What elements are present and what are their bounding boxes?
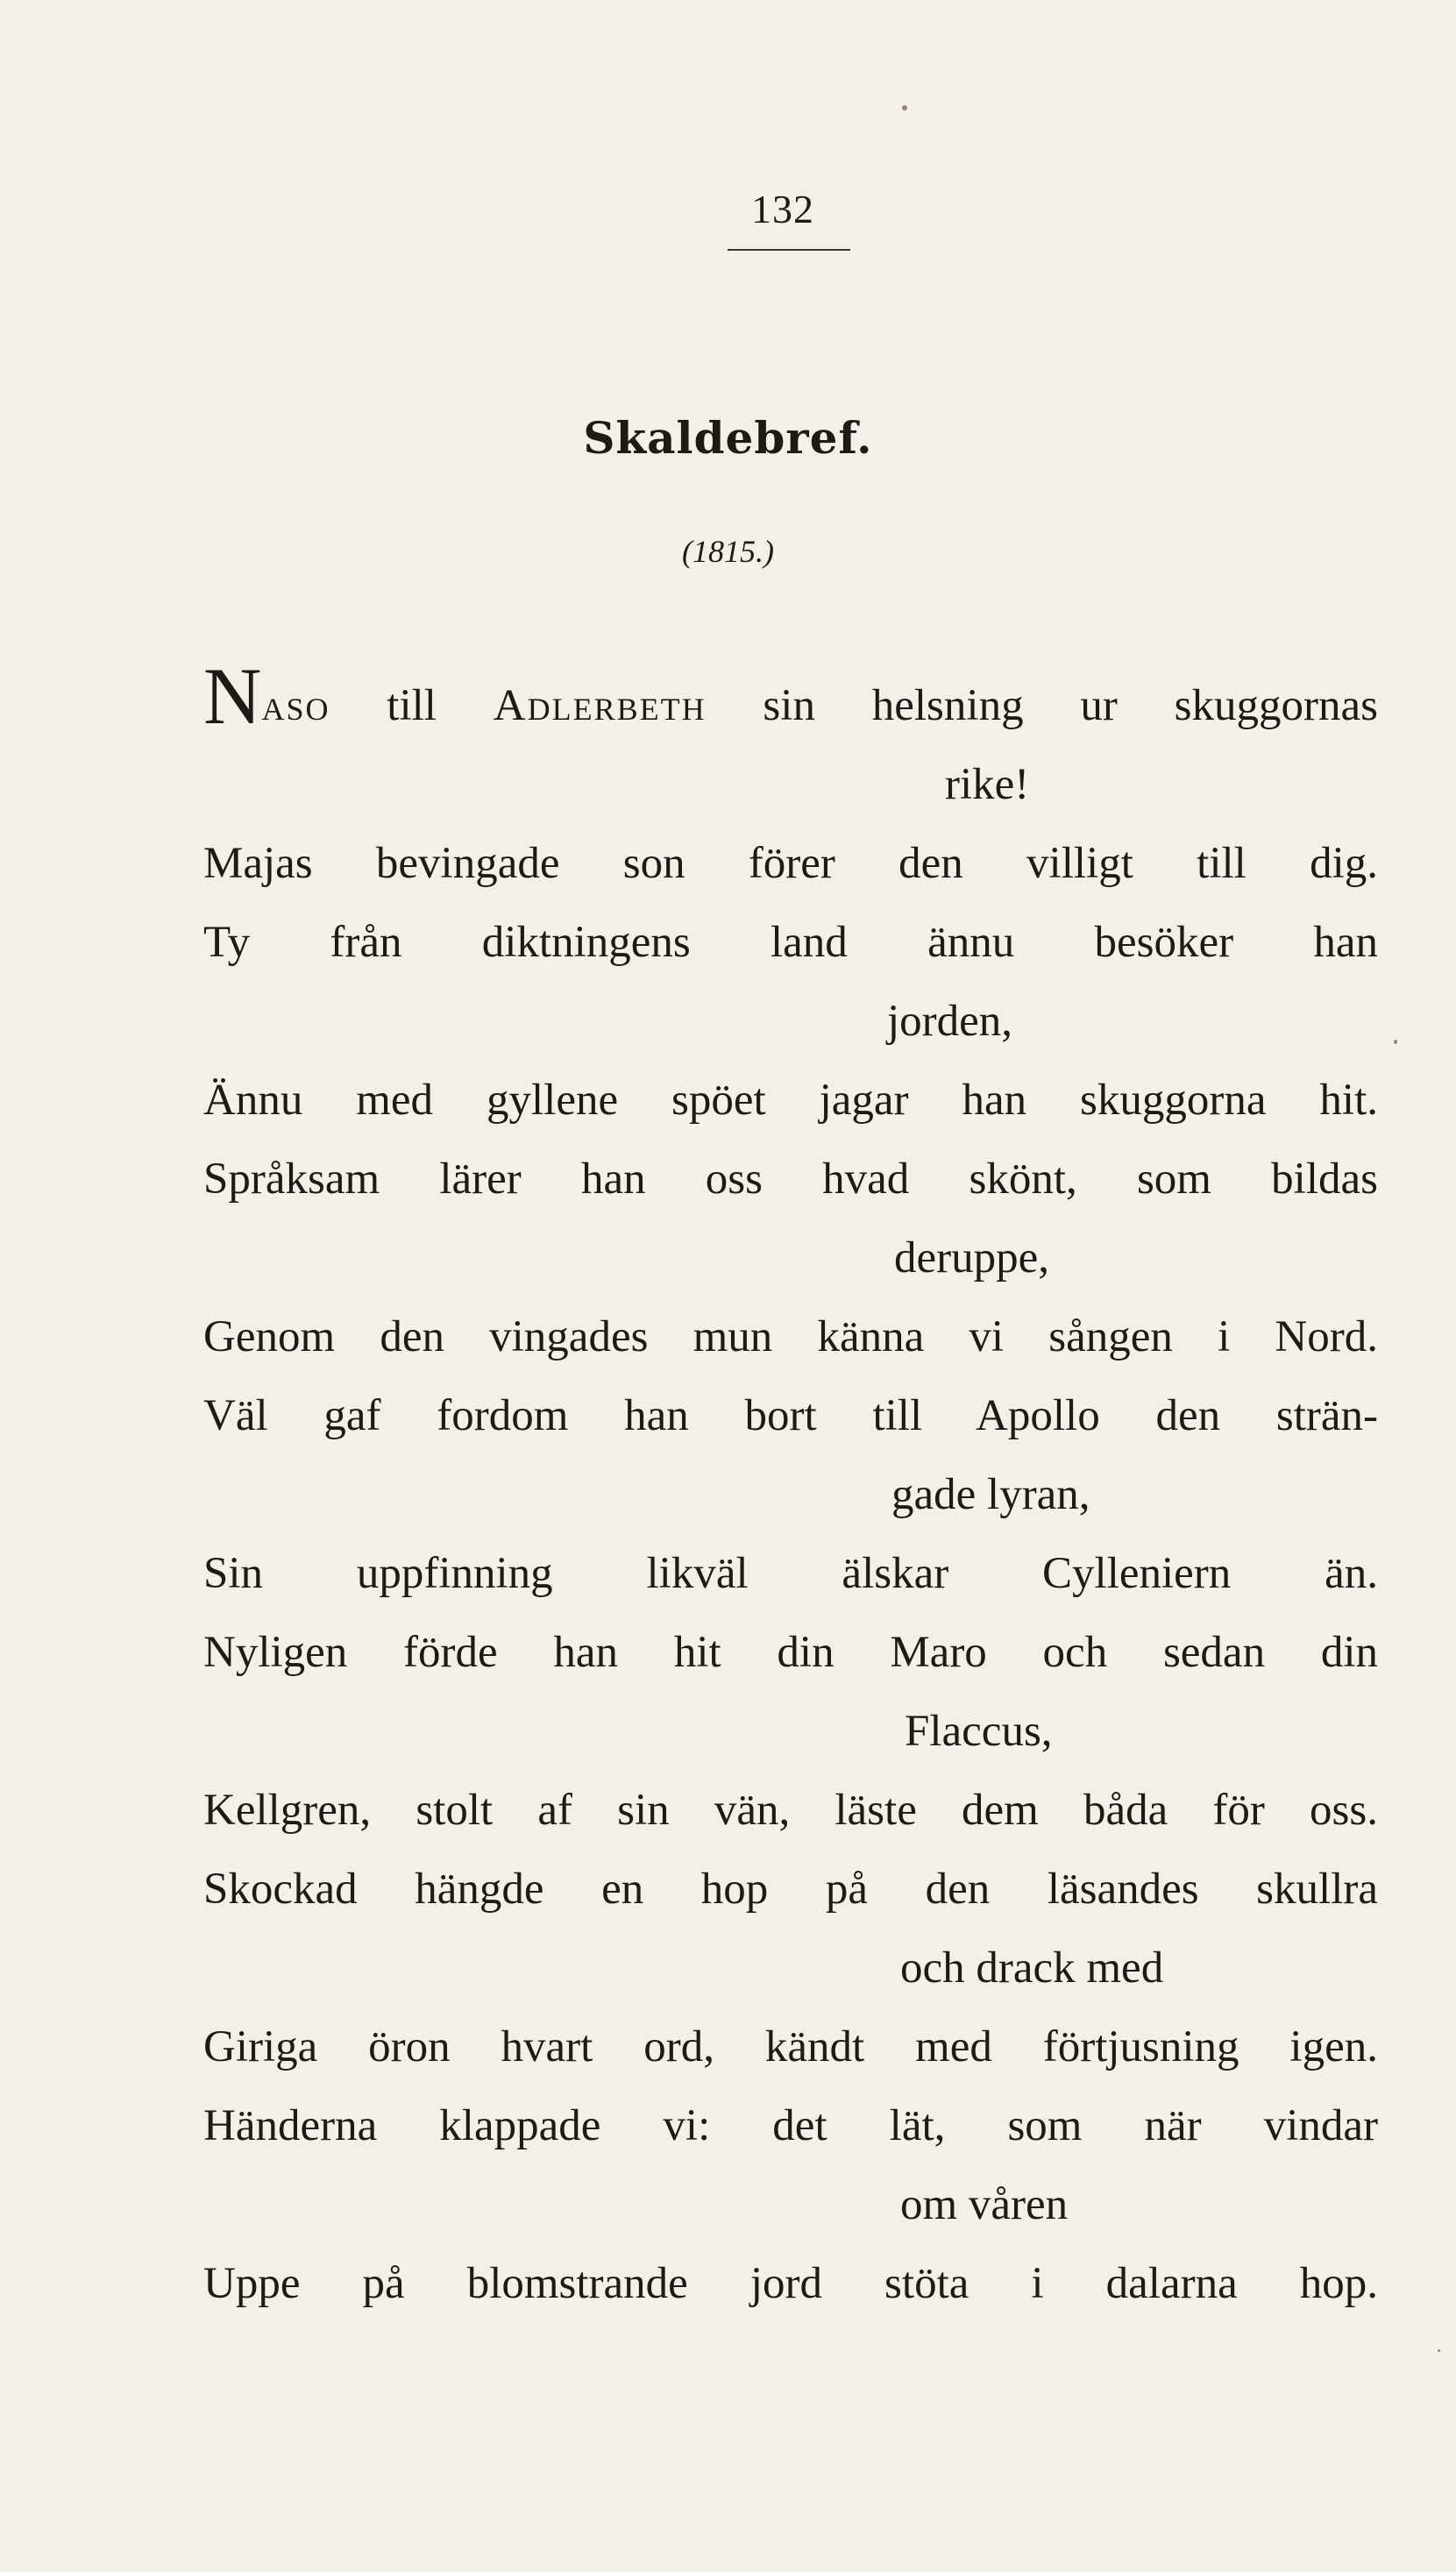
line-text: om våren [900, 2180, 1069, 2229]
header-rule [728, 249, 850, 251]
poem-line-continuation [203, 2165, 1378, 2244]
poem-line-continuation [203, 1219, 1378, 1297]
poem-line: Nyligen förde han hit din Maro och sedan din [203, 1628, 1378, 1677]
poem-line-continuation [203, 982, 1378, 1061]
poem-line: Giriga öron hvart ord, kändt med förtjusning igen. [203, 2022, 1378, 2071]
line-text: och drack med [900, 1943, 1164, 1993]
poem-line: Majas bevingade son förer den villigt till dig. [203, 839, 1378, 888]
poem-line: Skockad hängde en hop på den läsandes skullra [203, 1865, 1378, 1914]
line-text: gade lyran, [891, 1470, 1090, 1519]
page-number: 132 [751, 187, 814, 231]
line-text: sin helsning ur skuggornas [706, 681, 1378, 730]
poem-year: (1815.) [682, 534, 774, 569]
line-text: rike! [945, 760, 1030, 809]
line-text: Flaccus, [905, 1707, 1053, 1756]
line-text: deruppe, [894, 1233, 1050, 1282]
first-word-smallcaps: aso [261, 681, 330, 730]
drop-cap: N [203, 651, 262, 741]
paper-speck [1394, 1040, 1397, 1044]
addressee-name: Adlerbeth [493, 681, 707, 730]
poem-line [203, 651, 1378, 745]
poem-line-continuation [203, 1455, 1378, 1534]
poem-line: Händerna klappade vi: det lät, som när vindar [203, 2101, 1378, 2150]
poem-line-continuation [203, 1692, 1378, 1771]
poem-line: Ännu med gyllene spöet jagar han skuggorna hit. [203, 1076, 1378, 1125]
poem-title: Skaldebref. [583, 412, 873, 464]
poem-line: Genom den vingades mun känna vi sången i Nord. [203, 1312, 1378, 1361]
poem-line: Språksam lärer han oss hvad skönt, som bildas [203, 1155, 1378, 1204]
poem-line-continuation [203, 1929, 1378, 2007]
poem-line-continuation [203, 745, 1378, 824]
poem-line: Väl gaf fordom han bort till Apollo den strän- [203, 1391, 1378, 1440]
poem-body [203, 651, 1378, 2323]
poem-line: Sin uppfinning likväl älskar Cylleniern än. [203, 1549, 1378, 1598]
line-text: till [330, 681, 494, 730]
poem-line: Ty från diktningens land ännu besöker han [203, 918, 1378, 967]
paper-speck [1438, 2349, 1440, 2352]
paper-speck [902, 105, 907, 110]
line-text: jorden, [887, 997, 1013, 1046]
poem-line: Uppe på blomstrande jord stöta i dalarna hop. [203, 2259, 1378, 2308]
poem-line: Kellgren, stolt af sin vän, läste dem båda för oss. [203, 1786, 1378, 1835]
